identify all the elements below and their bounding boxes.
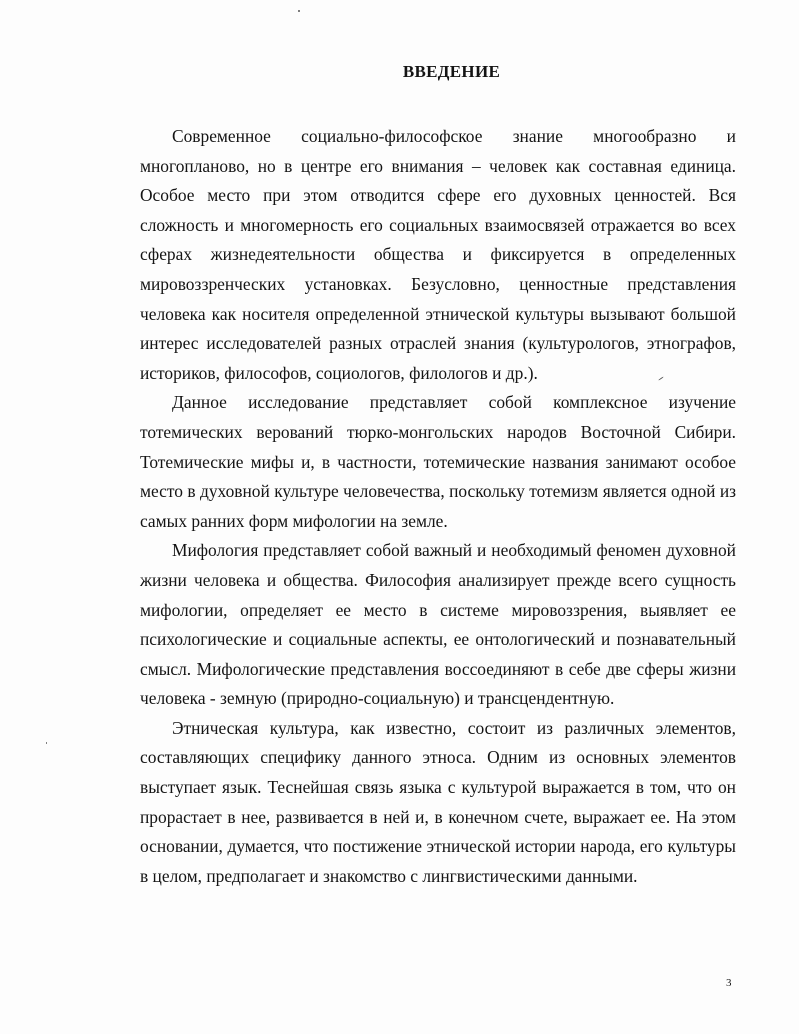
- paragraph-4: Этническая культура, как известно, состоит из различных элементов, составляющих специфику данного этноса. Одним из основных элементов выступает язык. Теснейшая связь языка с культурой выражается в том, что он прорастает в нее, развивается в ней и, в конечном счете, выражает ее. На этом основании, думается, что постижение этнической истории народа, его культуры в целом, предполагает и знакомство с лингвистическими данными.: [140, 717, 736, 886]
- page-number: 3: [726, 977, 732, 989]
- document-body: [140, 122, 736, 891]
- paragraph-3: Мифология представляет собой важный и необходимый феномен духовной жизни человека и общества. Философия анализирует прежде всего сущность мифологии, определяет ее место в системе мировоззрения, выявляет ее психологические и социальные аспекты, ее онтологический и познавательный смысл. Мифологические представления воссоединяют в себе две сферы жизни человека - земную (природно-социальную) и трансцендентную.: [140, 540, 736, 709]
- page-title: ВВЕДЕНИЕ: [402, 62, 501, 81]
- scan-speck: [46, 742, 47, 744]
- paragraph-2: Данное исследование представляет собой комплексное изучение тотемических верований тюрко-монгольских народов Восточной Сибири. Тотемические мифы и, в частности, тотемические названия занимают особое место в духовной культуре человечества, поскольку тотемизм является одной из самых ранних форм мифологии на земле.: [140, 392, 736, 531]
- scan-speck: [298, 10, 300, 12]
- paragraph-1: Современное социально-философское знание многообразно и многопланово, но в центре его внимания – человек как составная единица. Особое место при этом отводится сфере его духовных ценностей. Вся сложность и многомерность его социальных взаимосвязей отражается во всех сферах жизнедеятельности общества и фиксируется в определенных мировоззренческих установках. Безусловно, ценностные представления человека как носителя определенной этнической культуры вызывают большой интерес исследователей разных отраслей знания (культурологов, этнографов, историков, философов, социологов, филологов и др.).: [140, 126, 736, 383]
